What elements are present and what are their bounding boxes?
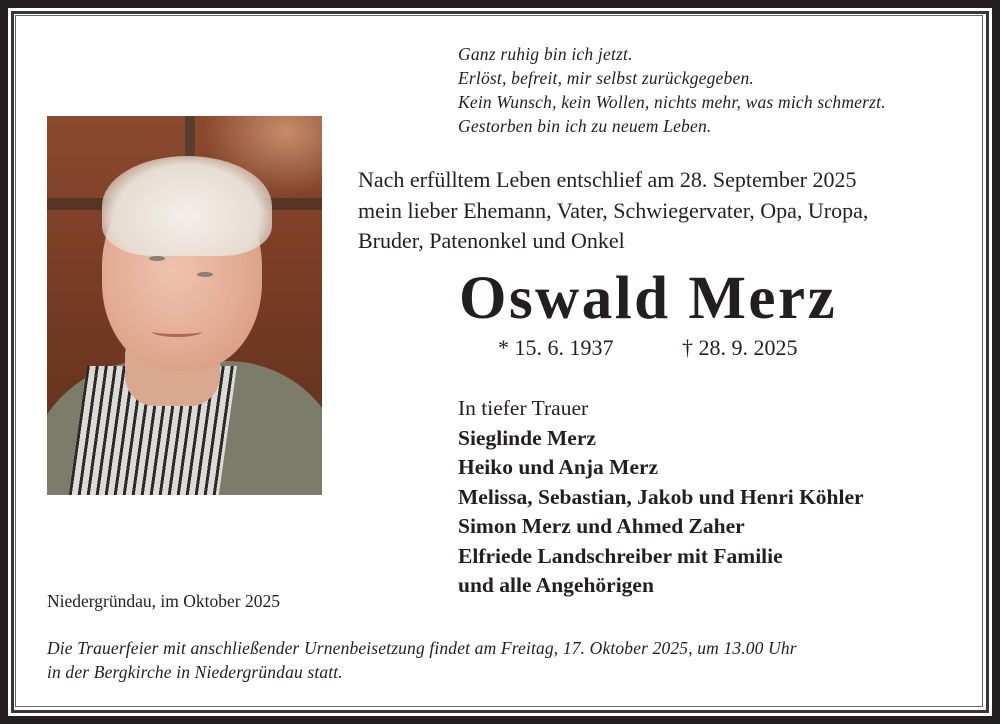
ceremony-line: Die Trauerfeier mit anschließender Urnenbeisetzung findet am Freitag, 17. Oktober 2025, um 13.00 Uhr: [47, 638, 797, 658]
mourners-list: [458, 394, 864, 601]
smile: [152, 326, 202, 337]
mourner-name: Melissa, Sebastian, Jakob und Henri Köhler: [458, 484, 864, 509]
funeral-ceremony-info: [47, 636, 797, 684]
place-and-date: Niedergründau, im Oktober 2025: [47, 591, 280, 611]
announcement-line: Bruder, Patenonkel und Onkel: [358, 228, 625, 253]
ceremony-line: in der Bergkirche in Niedergründau statt.: [47, 662, 343, 682]
death-date: † 28. 9. 2025: [682, 335, 798, 360]
mourning-phrase: In tiefer Trauer: [458, 396, 589, 420]
poem-line: Gestorben bin ich zu neuem Leben.: [458, 116, 712, 136]
mourner-name: Heiko und Anja Merz: [458, 455, 659, 479]
poem: [458, 42, 886, 138]
poem-line: Kein Wunsch, kein Wollen, nichts mehr, was mich schmerzt.: [458, 92, 886, 112]
mourner-name: Sieglinde Merz: [458, 425, 596, 450]
birth-date: * 15. 6. 1937: [498, 335, 614, 360]
mourner-name: und alle Angehörigen: [458, 573, 654, 597]
poem-line: Ganz ruhig bin ich jetzt.: [458, 44, 633, 64]
announcement-line: Nach erfülltem Leben entschlief am 28. September 2025: [358, 167, 857, 192]
white-hair: [102, 156, 272, 256]
deceased-name: Oswald Merz: [459, 265, 838, 332]
mourner-name: Elfriede Landschreiber mit Familie: [458, 543, 783, 568]
mourner-name: Simon Merz und Ahmed Zaher: [458, 514, 745, 538]
death-announcement: [358, 165, 868, 257]
eye: [197, 272, 213, 277]
announcement-line: mein lieber Ehemann, Vater, Schwiegervater, Opa, Uropa,: [358, 197, 869, 223]
portrait-photo: [47, 116, 322, 495]
eye: [149, 256, 165, 261]
poem-line: Erlöst, befreit, mir selbst zurückgegeben.: [458, 68, 754, 88]
